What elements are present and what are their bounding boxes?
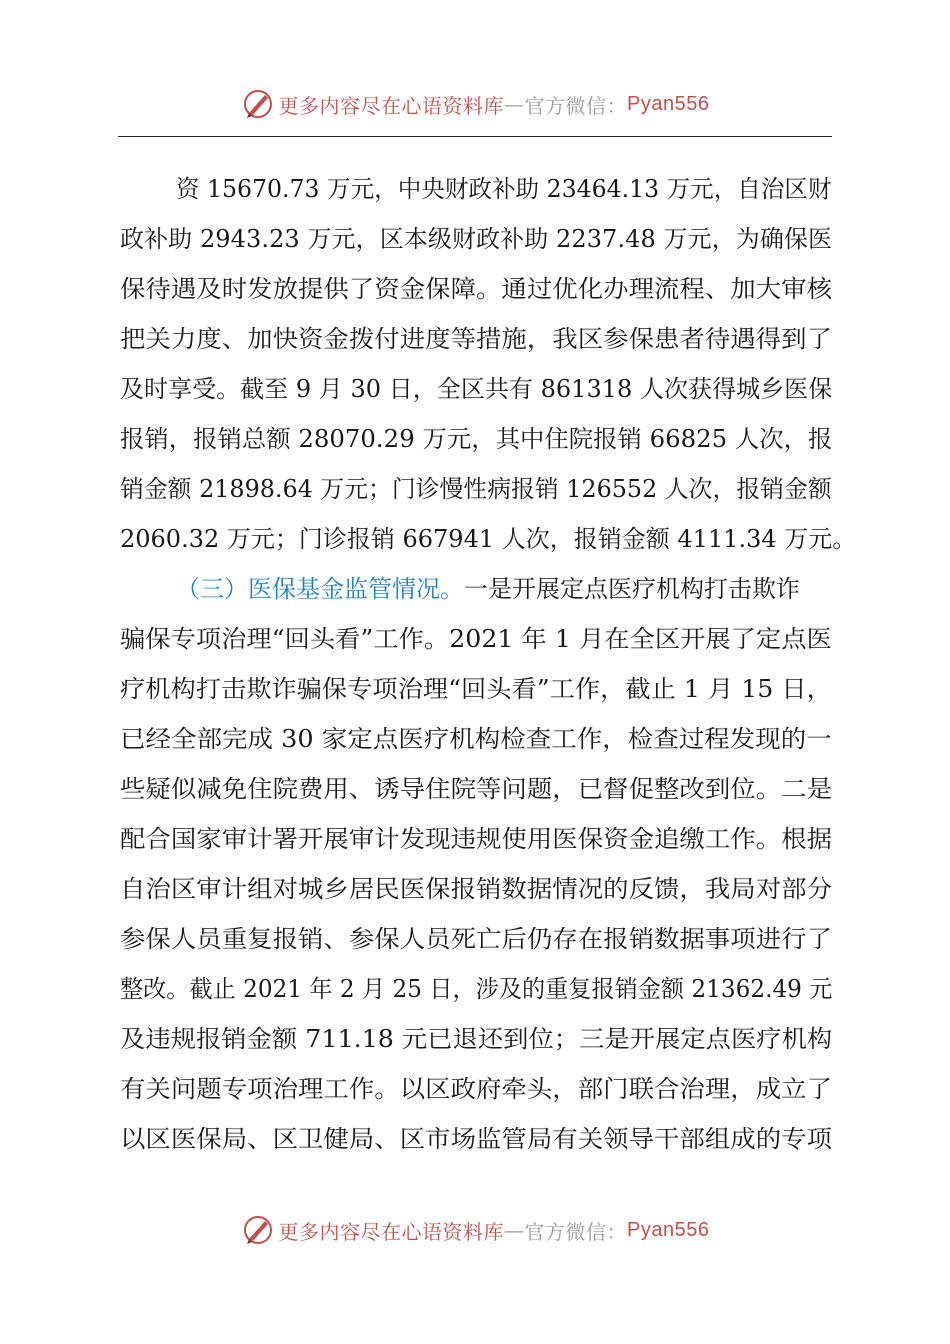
banner-separator: — [504, 92, 525, 116]
text-line: 保待遇及时发放提供了资金保障。通过优化办理流程、加大审核 [120, 275, 832, 303]
text-line: 报销，报销总额 28070.29 万元，其中住院报销 66825 人次，报 [120, 425, 833, 453]
text-line: 把关力度、加快资金拨付进度等措施，我区参保患者待遇得到了 [120, 325, 832, 353]
text-line: 销金额 21898.64 万元；门诊慢性病报销 126552 人次，报销金额 [120, 475, 832, 503]
text-line: 2060.32 万元；门诊报销 667941 人次，报销金额 4111.34 万元。 [120, 525, 857, 553]
banner-separator: — [504, 1218, 525, 1242]
footer-banner [0, 1210, 950, 1250]
text-line: 疗机构打击欺诈骗保专项治理“回头看”工作，截止 1 月 15 日， [120, 675, 832, 703]
pen-logo-icon [241, 87, 275, 121]
text-line: 有关问题专项治理工作。以区政府牵头，部门联合治理，成立了 [120, 1075, 832, 1103]
document-body [120, 164, 857, 1164]
text-line: 自治区审计组对城乡居民医保报销数据情况的反馈，我局对部分 [120, 875, 832, 903]
banner-site-text: 更多内容尽在心语资料库 [278, 93, 505, 118]
text-line: 配合国家审计署开展审计发现违规使用医保资金追缴工作。根据 [120, 825, 832, 853]
pen-logo-icon [241, 1213, 275, 1247]
text-line: 骗保专项治理“回头看”工作。2021 年 1 月在全区开展了定点医 [120, 625, 832, 653]
header-banner [0, 84, 950, 124]
section-heading-rest: 一是开展定点医疗机构打击欺诈 [464, 575, 800, 603]
text-line: 以区医保局、区卫健局、区市场监管局有关领导干部组成的专项 [120, 1125, 832, 1153]
text-line: 政补助 2943.23 万元，区本级财政补助 2237.48 万元，为确保医 [120, 225, 833, 253]
banner-wechat-label: 官方微信： [524, 1219, 628, 1244]
text-line: 些疑似减免住院费用、诱导住院等问题，已督促整改到位。二是 [120, 775, 832, 803]
text-line: 资 15670.73 万元，中央财政补助 23464.13 万元，自治区财 [176, 175, 832, 203]
text-line: 参保人员重复报销、参保人员死亡后仍存在报销数据事项进行了 [120, 925, 832, 953]
text-line: 已经全部完成 30 家定点医疗机构检查工作，检查过程发现的一 [120, 725, 832, 753]
section-heading: （三）医保基金监管情况。 [176, 575, 464, 603]
banner-wechat-id: Pyan556 [627, 1218, 710, 1241]
text-line: 整改。截止 2021 年 2 月 25 日，涉及的重复报销金额 21362.49 元 [120, 975, 833, 1003]
banner-wechat-id: Pyan556 [627, 92, 710, 115]
section-heading-line [120, 564, 832, 614]
banner-site-text: 更多内容尽在心语资料库 [278, 1219, 505, 1244]
text-line: 及违规报销金额 711.18 元已退还到位；三是开展定点医疗机构 [120, 1025, 833, 1053]
header-divider [118, 136, 832, 137]
text-line: 及时享受。截至 9 月 30 日，全区共有 861318 人次获得城乡医保 [120, 375, 833, 403]
banner-wechat-label: 官方微信： [524, 93, 628, 118]
